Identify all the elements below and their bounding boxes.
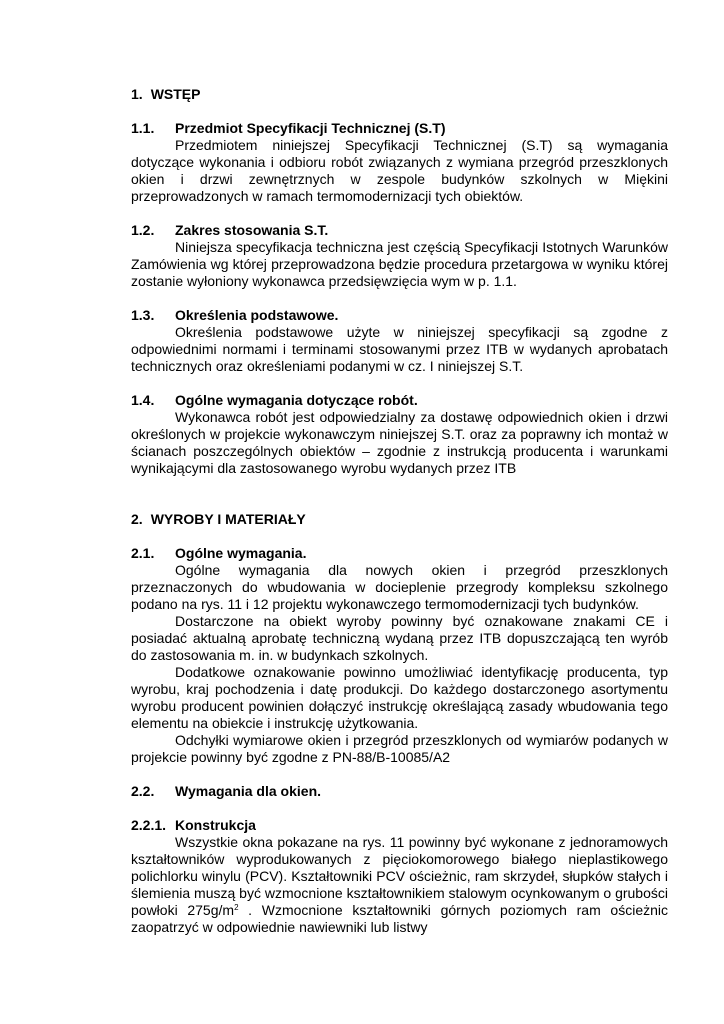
subheading [131,783,668,800]
subheading-number: 2.2. [131,783,155,799]
paragraph-text: . Wzmocnione kształtowniki górnych poziomych ram ościeżnic zaopatrzyć w odpowiednie nawiewniki lub listwy [131,902,668,935]
paragraph [131,834,668,936]
subheading [131,307,668,324]
subheading [131,817,668,834]
subheading-title: Zakres stosowania S.T. [175,222,329,238]
subheading [131,392,668,409]
subheading-title: Konstrukcja [175,817,256,833]
subheading-number: 1.2. [131,222,155,238]
heading-number: 2. [131,511,143,527]
paragraph-text: Wszystkie okna pokazane na rys. 11 powinny być wykonane z jednoramowych kształtowników wyprodukowanych z pięciokomorowego białego nieplastikowego polichlorku winylu (PCV). Kształtowniki PCV ościeżnic, ram skrzydeł, słupków stałych i ślemienia muszą być wzmocnione kształtownikiem stalowym ocynkowanym o grubości powłoki 275g/m [131,834,668,918]
subheading-number: 1.1. [131,120,155,136]
heading-title: WYROBY I MATERIAŁY [150,511,306,527]
paragraph: Odchyłki wymiarowe okien i przegród przeszklonych od wymiarów podanych w projekcie powinny być zgodne z PN-88/B-10085/A2 [131,732,668,765]
document-page [131,86,668,953]
subheading-title: Ogólne wymagania dotyczące robót. [175,392,418,408]
subheading-number: 1.4. [131,392,155,408]
superscript: 2 [234,903,239,912]
section-1-2 [131,222,668,290]
section-2-2 [131,783,668,800]
subheading-title: Wymagania dla okien. [175,783,322,799]
subheading [131,222,668,239]
section-1-3 [131,307,668,375]
subheading-number: 1.3. [131,307,155,323]
paragraph: Określenia podstawowe użyte w niniejszej specyfikacji są zgodne z odpowiednimi normami i terminami stosowanymi przez ITB w wydanych aprobatach technicznych oraz określeniami podanymi w cz. I niniejszej S.T. [131,324,668,374]
heading-title: WSTĘP [150,86,201,102]
heading-number: 1. [131,86,143,102]
heading-section-2 [131,511,668,528]
section-1-4 [131,392,668,477]
paragraph: Dostarczone na obiekt wyroby powinny być oznakowane znakami CE i posiadać aktualną aprobatę techniczną wydaną przez ITB dopuszczającą ten wyrób do zastosowania m. in. w budynkach szkolnych. [131,613,668,663]
spacer [131,494,668,511]
subheading [131,120,668,137]
heading-section-1 [131,86,668,103]
paragraph: Dodatkowe oznakowanie powinno umożliwiać identyfikację producenta, typ wyrobu, kraj pochodzenia i datę produkcji. Do każdego dostarczonego asortymentu wyrobu producent powinien dołączyć instrukcję określającą zasady wbudowania tego elementu na obiekcie i instrukcję użytkowania. [131,664,668,731]
section-2-2-1 [131,817,668,936]
subheading-number: 2.2.1. [131,817,167,833]
paragraph: Niniejsza specyfikacja techniczna jest częścią Specyfikacji Istotnych Warunków Zamówienia wg której przeprowadzona będzie procedura przetargowa w wyniku której zostanie wyłoniony wykonawca przedsięwzięcia wym w p. 1.1. [131,239,668,289]
subheading-title: Ogólne wymagania. [175,545,307,561]
paragraph: Wykonawca robót jest odpowiedzialny za dostawę odpowiednich okien i drzwi określonych w projekcie wykonawczym niniejszej S.T. oraz za poprawny ich montaż w ścianach poszczególnych obiektów – zgodnie z instrukcją producenta i warunkami wynikającymi dla zastosowanego wyrobu wydanych przez ITB [131,409,668,476]
subheading-title: Przedmiot Specyfikacji Technicznej (S.T) [175,120,446,136]
section-2-1 [131,545,668,766]
subheading [131,545,668,562]
subheading-number: 2.1. [131,545,155,561]
paragraph: Ogólne wymagania dla nowych okien i przegród przeszklonych przeznaczonych do wbudowania w docieplenie przegrody kompleksu szkolnego podano na rys. 11 i 12 projektu wykonawczego termomodernizacji tych budynków. [131,562,668,612]
subheading-title: Określenia podstawowe. [175,307,339,323]
paragraph: Przedmiotem niniejszej Specyfikacji Technicznej (S.T) są wymagania dotyczące wykonania i odbioru robót związanych z wymiana przegród przeszklonych okien i drzwi zewnętrznych w zespole budynków szkolnych w Miękini przeprowadzonych w ramach termomodernizacji tych obiektów. [131,137,668,204]
section-1-1 [131,120,668,205]
